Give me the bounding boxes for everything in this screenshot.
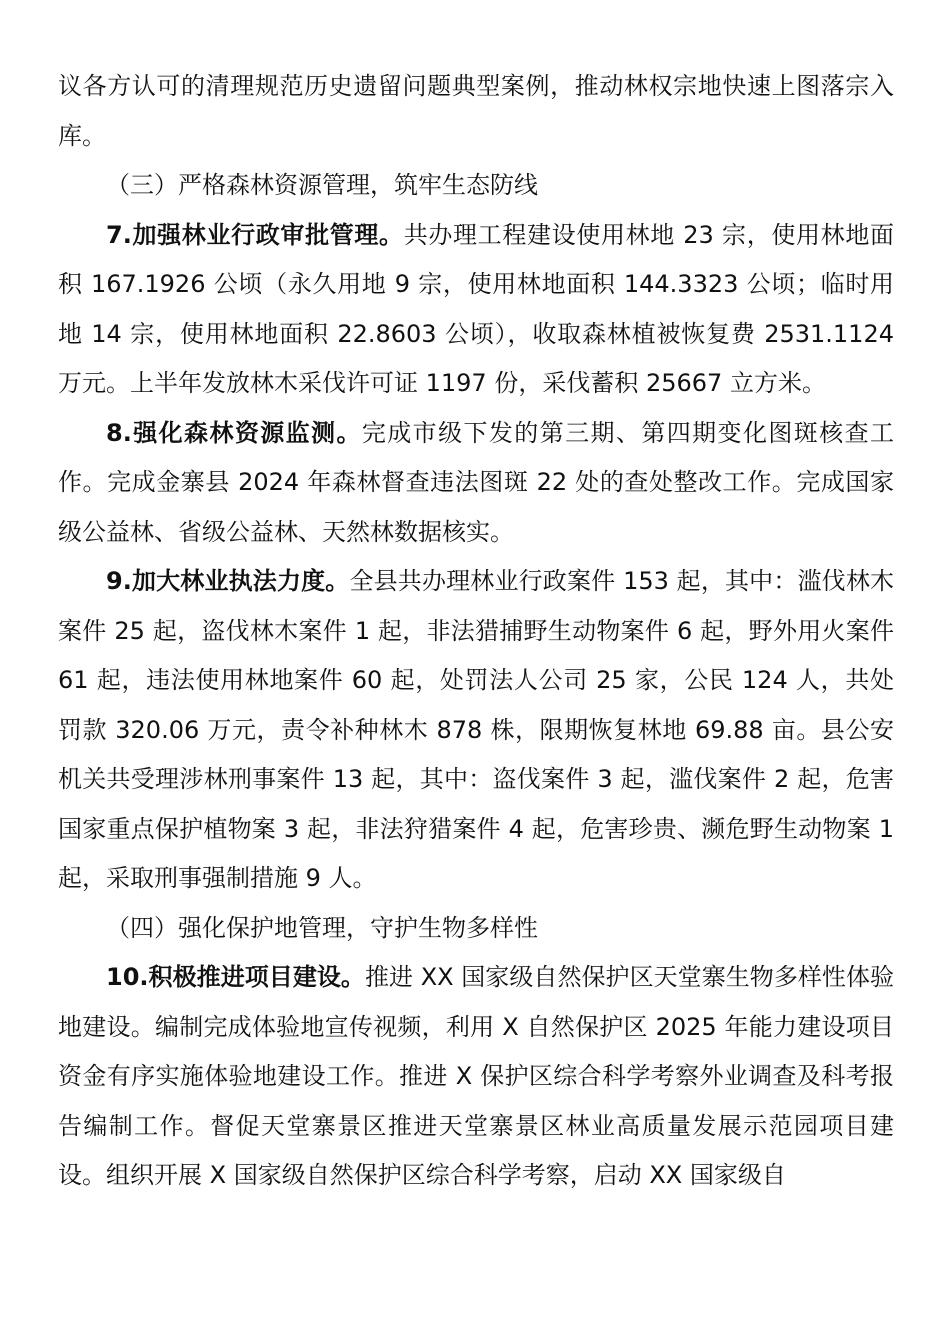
item-8-title: 8.强化森林资源监测。: [106, 418, 362, 447]
paragraph-item-7: [58, 211, 894, 409]
paragraph-continuation: 议各方认可的清理规范历史遗留问题典型案例，推动林权宗地快速上图落宗入库。: [58, 72, 894, 150]
paragraph-item-10: [58, 953, 894, 1201]
item-10-body: 推进 XX 国家级自然保护区天堂寨生物多样性体验地建设。编制完成体验地宣传视频，利用 X 自然保护区 2025 年能力建设项目资金有序实施体验地建设工作。推进 X 保护区综合科学考察外业调查及科考报告编制工作。督促天堂寨景区推进天堂寨景区林业高质量发展示范园项目建设。组织开展 X 国家级自然保护区综合科学考察，启动 XX 国家级自: [58, 963, 895, 1189]
item-9-body: 全县共办理林业行政案件 153 起，其中：滥伐林木案件 25 起，盗伐林木案件 1 起，非法猎捕野生动物案件 6 起，野外用火案件 61 起，违法使用林地案件 60 起，处罚法人公司 25 家，公民 124 人，共处罚款 320.06 万元，责令补种林木 878 株，限期恢复林地 69.88 亩。县公安机关共受理涉林刑事案件 13 起，其中：盗伐案件 3 起，滥伐案件 2 起，危害国家重点保护植物案 3 起，非法狩猎案件 4 起，危害珍贵、濒危野生动物案 1 起，采取刑事强制措施 9 人。: [58, 567, 894, 892]
paragraph-item-9: [58, 557, 894, 904]
paragraph-item-8: [58, 409, 894, 558]
section-heading-3: （三）严格森林资源管理，筑牢生态防线: [106, 171, 538, 199]
item-7-body: 共办理工程建设使用林地 23 宗，使用林地面积 167.1926 公顷（永久用地 9 宗，使用林地面积 144.3323 公顷；临时用地 14 宗，使用林地面积 22.8603 公顷），收取森林植被恢复费 2531.1124 万元。上半年发放林木采伐许可证 1197 份，采伐蓄积 25667 立方米。: [58, 220, 894, 397]
document-body: [58, 62, 894, 1201]
item-9-title: 9.加大林业执法力度。: [106, 567, 350, 595]
item-7-title: 7.加强林业行政审批管理。: [106, 220, 404, 249]
item-10-title: 10.积极推进项目建设。: [106, 963, 365, 991]
section-heading-4: （四）强化保护地管理，守护生物多样性: [106, 913, 538, 942]
item-8-body: 完成市级下发的第三期、第四期变化图斑核查工作。完成金寨县 2024 年森林督查违法图斑 22 处的查处整改工作。完成国家级公益林、省级公益林、天然林数据核实。: [58, 418, 894, 546]
